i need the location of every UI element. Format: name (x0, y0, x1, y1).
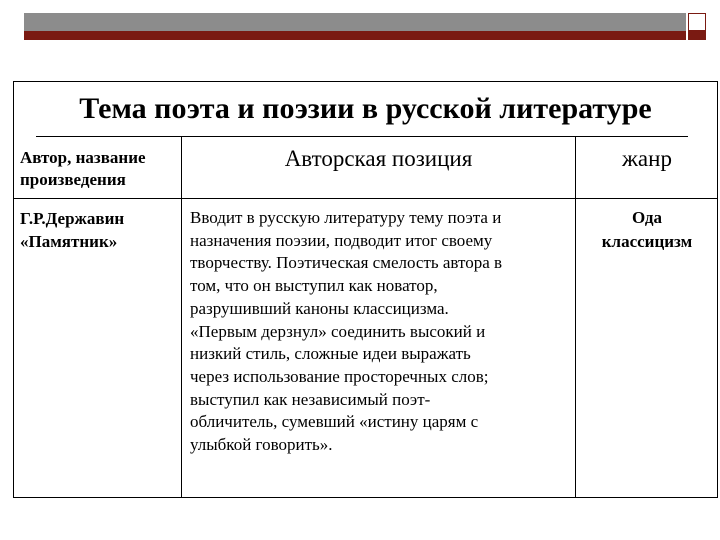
header-genre-cell: жанр (622, 146, 672, 171)
corner-square-outline (688, 13, 706, 31)
row-position-line: через использование просторечных слов; (190, 366, 489, 386)
row-position-line: назначения поэзии, подводит итог своему (190, 230, 493, 250)
table-header-divider (13, 198, 718, 199)
header-author-line: Автор, название (20, 148, 146, 167)
header-author-cell (20, 147, 180, 191)
row-position-cell (190, 207, 570, 457)
row-genre-line: классицизм (601, 232, 693, 251)
row-author-line: «Памятник» (20, 232, 118, 251)
row-position-line: «Первым дерзнул» соединить высокий и (190, 321, 486, 341)
row-author-line: Г.Р.Державин (20, 209, 125, 228)
row-position-line: выступил как независимый поэт- (190, 389, 431, 409)
row-genre-line: Ода (631, 208, 663, 227)
header-author-line: произведения (20, 170, 126, 189)
corner-square-filled (688, 31, 706, 40)
row-position-line: Вводит в русскую литературу тему поэта и (190, 208, 502, 227)
title-divider (36, 136, 688, 137)
top-decor-bar (24, 13, 686, 31)
row-author-cell (20, 207, 180, 253)
table-column-divider-2 (575, 137, 576, 498)
header-position-cell: Авторская позиция (284, 146, 473, 171)
row-position-line: творчеству. Поэтическая смелость автора в (190, 253, 503, 273)
row-position-line: разрушивший каноны классицизма. (190, 298, 449, 318)
row-genre-cell (576, 206, 718, 254)
row-position-line: обличитель, сумевший «истину царям с (190, 412, 479, 432)
row-position-line: улыбкой говорить». (190, 435, 333, 455)
table-column-divider-1 (181, 137, 182, 498)
slide-title: Тема поэта и поэзии в русской литературе (79, 92, 652, 125)
row-position-line: том, что он выступил как новатор, (190, 276, 438, 296)
row-position-line: низкий стиль, сложные идеи выражать (190, 344, 471, 364)
top-accent-bar (24, 31, 686, 40)
